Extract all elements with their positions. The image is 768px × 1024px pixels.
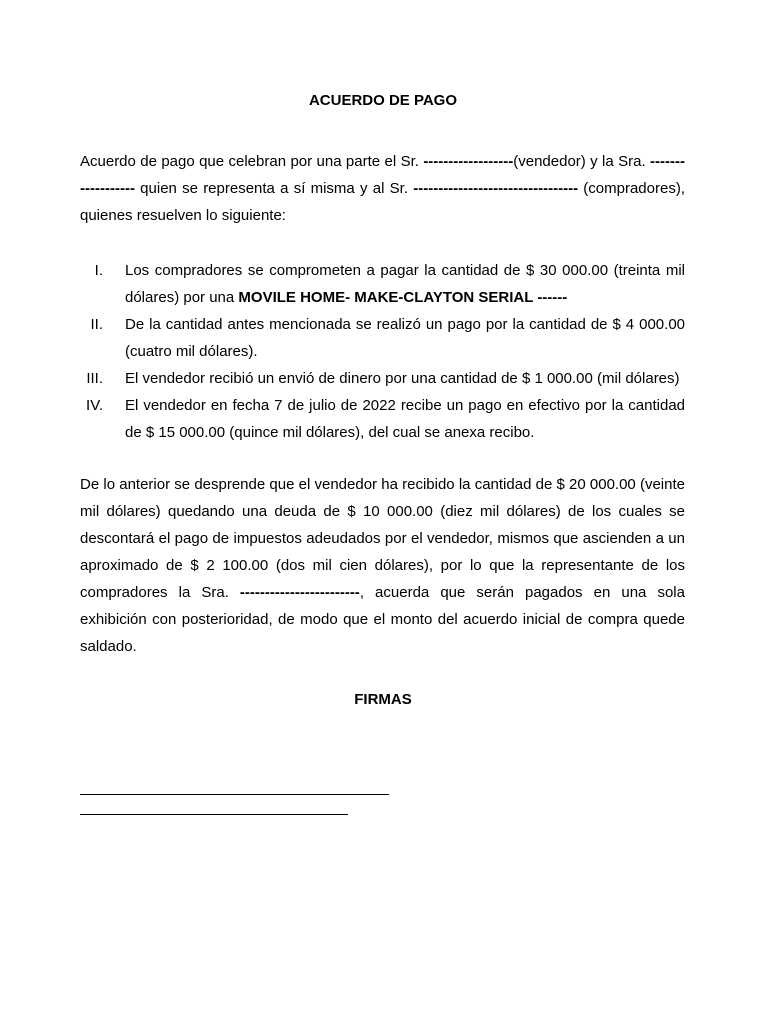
list-item	[80, 392, 685, 446]
list-item-number: III.	[86, 370, 103, 387]
list-item-text: Los compradores se comprometen a pagar la cantidad de $ 30 000.00 (treinta mil dólares) por una	[125, 262, 685, 306]
signatures-heading: FIRMAS	[354, 691, 412, 708]
property-description: MOVILE HOME- MAKE-CLAYTON SERIAL ------	[238, 289, 568, 306]
intro-text-1: Acuerdo de pago que celebran por una parte el Sr.	[80, 153, 424, 170]
list-item-number: I.	[94, 262, 103, 279]
buyer-representative-blank: ------------------	[80, 153, 685, 197]
summary-text-1: De lo anterior se desprende que el vendedor ha recibido la cantidad de $ 20 000.00 (veinte mil dólares) quedando una deuda de $ 10 000.00 (diez mil dólares) de los cuales se descontará el pago de impuestos adeudados por el vendedor, mismos que ascienden a un aproximado de $ 2 100.00 (dos mil cien dólares), por lo que la representante de los compradores la Sra.	[80, 476, 685, 601]
intro-text-3: quien se representa a sí misma y al Sr.	[134, 180, 414, 197]
summary-paragraph	[80, 471, 685, 660]
representative-name-blank: ------------------------	[239, 584, 360, 601]
list-item	[80, 311, 685, 365]
list-item	[80, 365, 685, 392]
summary-text-2: , acuerda que serán pagados en una sola exhibición con posterioridad, de modo que el monto del acuerdo inicial de compra quede saldado.	[80, 584, 685, 655]
list-item-text: El vendedor recibió un envió de dinero por una cantidad de $ 1 000.00 (mil dólares)	[125, 370, 680, 387]
signature-line-2	[80, 814, 348, 815]
list-item-text: El vendedor en fecha 7 de julio de 2022 recibe un pago en efectivo por la cantidad de $ 15 000.00 (quince mil dólares), del cual se anexa recibo.	[125, 397, 685, 441]
list-item-number: II.	[90, 316, 103, 333]
list-item-text: De la cantidad antes mencionada se realizó un pago por la cantidad de $ 4 000.00 (cuatro mil dólares).	[125, 316, 685, 360]
list-item-number: IV.	[86, 397, 103, 414]
intro-paragraph	[80, 148, 685, 229]
second-buyer-blank: ---------------------------------	[413, 180, 579, 197]
document-title: ACUERDO DE PAGO	[308, 92, 458, 109]
seller-name-blank: ------------------	[423, 153, 514, 170]
signature-line-1	[80, 794, 389, 795]
intro-text-4: (compradores), quienes resuelven lo siguiente:	[80, 180, 685, 224]
agreement-items-list	[80, 257, 685, 446]
intro-text-2: (vendedor) y la Sra.	[513, 153, 651, 170]
list-item	[80, 257, 685, 311]
